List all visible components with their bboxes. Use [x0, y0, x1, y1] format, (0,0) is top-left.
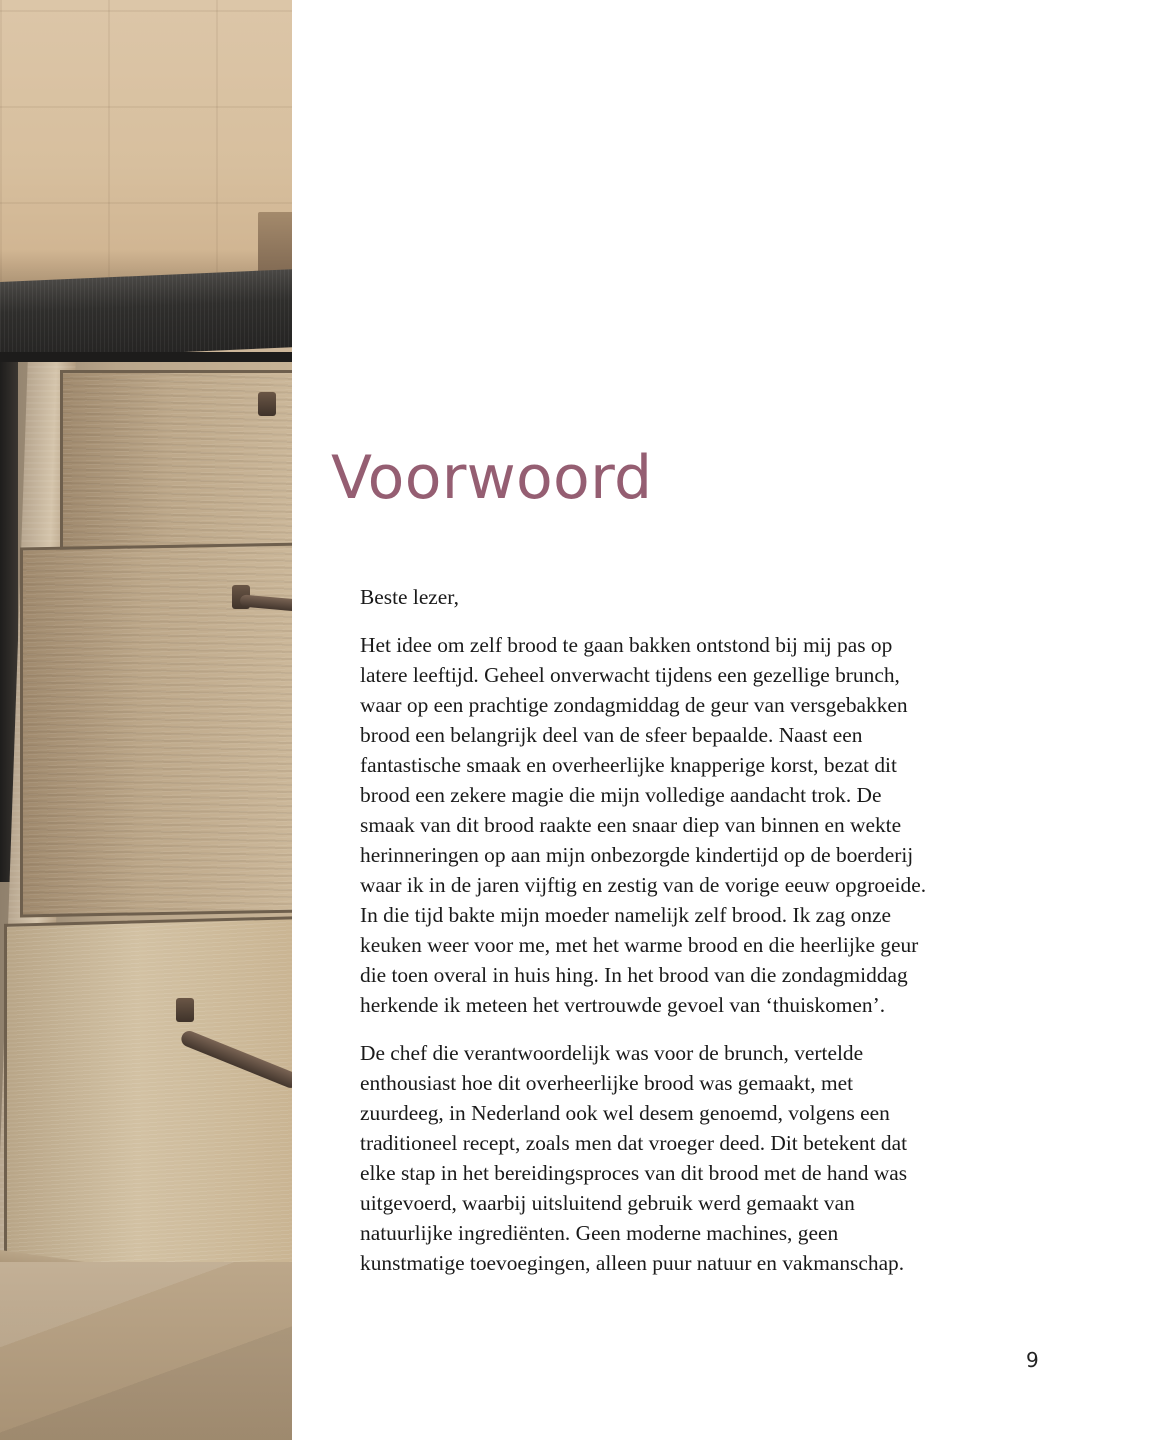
page-number: 9 — [1026, 1348, 1039, 1372]
text-line: traditioneel recept, zoals men dat vroeger deed. Dit betekent dat — [360, 1131, 908, 1155]
text-line: die toen overal in huis hing. In het brood van die zondagmiddag — [360, 963, 908, 987]
paragraph-1 — [360, 630, 1020, 1020]
countertop — [0, 269, 292, 360]
kitchen-cabinet-photo — [0, 0, 292, 1440]
text-line: smaak van dit brood raakte een snaar diep van binnen en wekte — [360, 813, 902, 837]
text-line: De chef die verantwoordelijk was voor de brunch, vertelde — [360, 1041, 864, 1065]
text-line: Beste lezer, — [360, 585, 459, 609]
drawer-handle — [258, 392, 276, 416]
text-line: enthousiast hoe dit overheerlijke brood was gemaakt, met — [360, 1071, 854, 1095]
text-line: natuurlijke ingrediënten. Geen moderne machines, geen — [360, 1221, 839, 1245]
text-line: brood een zekere magie die mijn volledige aandacht trok. De — [360, 783, 882, 807]
paragraph-2 — [360, 1038, 1020, 1278]
text-line: zuurdeeg, in Nederland ook wel desem genoemd, volgens een — [360, 1101, 890, 1125]
text-line: elke stap in het bereidingsproces van dit brood met de hand was — [360, 1161, 908, 1185]
text-line: waar ik in de jaren vijftig en zestig van de vorige eeuw opgroeide. — [360, 873, 927, 897]
drawer-handle — [176, 998, 194, 1022]
text-line: keuken weer voor me, met het warme brood en die heerlijke geur — [360, 933, 919, 957]
text-line: brood een belangrijk deel van de sfeer bepaalde. Naast een — [360, 723, 863, 747]
stone-floor — [0, 1262, 292, 1440]
text-line: kunstmatige toevoegingen, alleen puur natuur en vakmanschap. — [360, 1251, 905, 1275]
salutation — [360, 582, 1020, 612]
text-line: waar op een prachtige zondagmiddag de geur van versgebakken — [360, 693, 908, 717]
text-line: herinneringen op aan mijn onbezorgde kindertijd op de boerderij — [360, 843, 914, 867]
text-line: In die tijd bakte mijn moeder namelijk zelf brood. Ik zag onze — [360, 903, 892, 927]
bottom-drawer — [4, 916, 292, 1284]
text-line: latere leeftijd. Geheel onverwacht tijdens een gezellige brunch, — [360, 663, 900, 687]
text-line: herkende ik meteen het vertrouwde gevoel van ‘thuiskomen’. — [360, 993, 886, 1017]
page-title: Voorwoord — [331, 443, 653, 513]
text-line: fantastische smaak en overheerlijke knapperige korst, bezat dit — [360, 753, 897, 777]
body-text — [360, 582, 1020, 1296]
text-line: uitgevoerd, waarbij uitsluitend gebruik werd gemaakt van — [360, 1191, 855, 1215]
text-line: Het idee om zelf brood te gaan bakken ontstond bij mij pas op — [360, 633, 893, 657]
